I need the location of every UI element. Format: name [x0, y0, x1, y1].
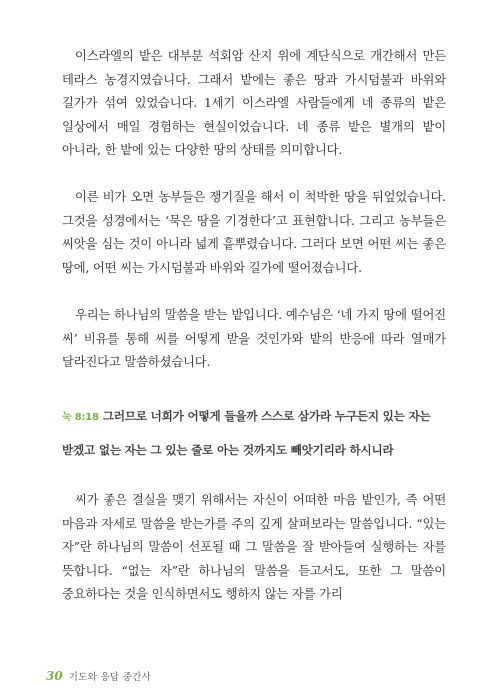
- running-book-title: 기도와 응답 중간사: [68, 672, 152, 683]
- body-paragraph-1: 이스라엘의 밭은 대부분 석회암 산지 위에 계단식으로 개간해서 만든 테라스 농경지였습니다. 그래서 밭에는 좋은 땅과 가시덤불과 바위와 길가가 섞여 있었습니다. 1세기 이스라엘 사람들에게 네 종류의 밭은 일상에서 매일 경험하는 현실이었습니다. 네 종류 밭은 별개의 밭이 아니라, 한 밭에 있는 다양한 땅의 상태를 의미합니다.: [62, 49, 446, 157]
- page-footer: [46, 669, 151, 683]
- body-paragraph-2: 이른 비가 오면 농부들은 쟁기질을 해서 이 척박한 땅을 뒤엎었습니다. 그것을 성경에서는 ‘묵은 땅을 기경한다’고 표현합니다. 그리고 농부들은 씨앗을 심는 것이 아니라 넓게 흩뿌렸습니다. 그러다 보면 어떤 씨는 좋은 땅에, 어떤 씨는 가시덤불과 바위와 길가에 떨어졌습니다.: [62, 190, 446, 275]
- verse-reference: 눅 8:18: [62, 412, 99, 423]
- verse-text: 그러므로 너희가 어떻게 들을까 스스로 삼가라 누구든지 있는 자는 받겠고 없는 자는 그 있는 줄로 아는 것까지도 빼앗기리라 하시니라: [62, 409, 431, 457]
- body-paragraph-4: 씨가 좋은 결실을 맺기 위해서는 자신이 어떠한 마음 밭인가, 즉 어떤 마음과 자세로 말씀을 받는가를 주의 깊게 살펴보라는 말씀입니다. “있는 자”란 하나님의 말씀이 선포될 때 그 말씀을 잘 받아들여 실행하는 자를 뜻합니다. “없는 자”란 하나님의 말씀을 듣고서도, 또한 그 말씀이 중요하다는 것을 인식하면서도 행하지 않는 자를 가리: [62, 493, 446, 601]
- page-number: 30: [46, 669, 63, 683]
- scripture-quote: [62, 400, 448, 467]
- body-paragraph-3: 우리는 하나님의 말씀을 받는 밭입니다. 예수님은 ‘네 가지 땅에 떨어진 씨’ 비유를 통해 씨를 어떻게 받을 것인가와 밭의 반응에 따라 열매가 달라진다고 말씀하셨습니다.: [62, 308, 446, 369]
